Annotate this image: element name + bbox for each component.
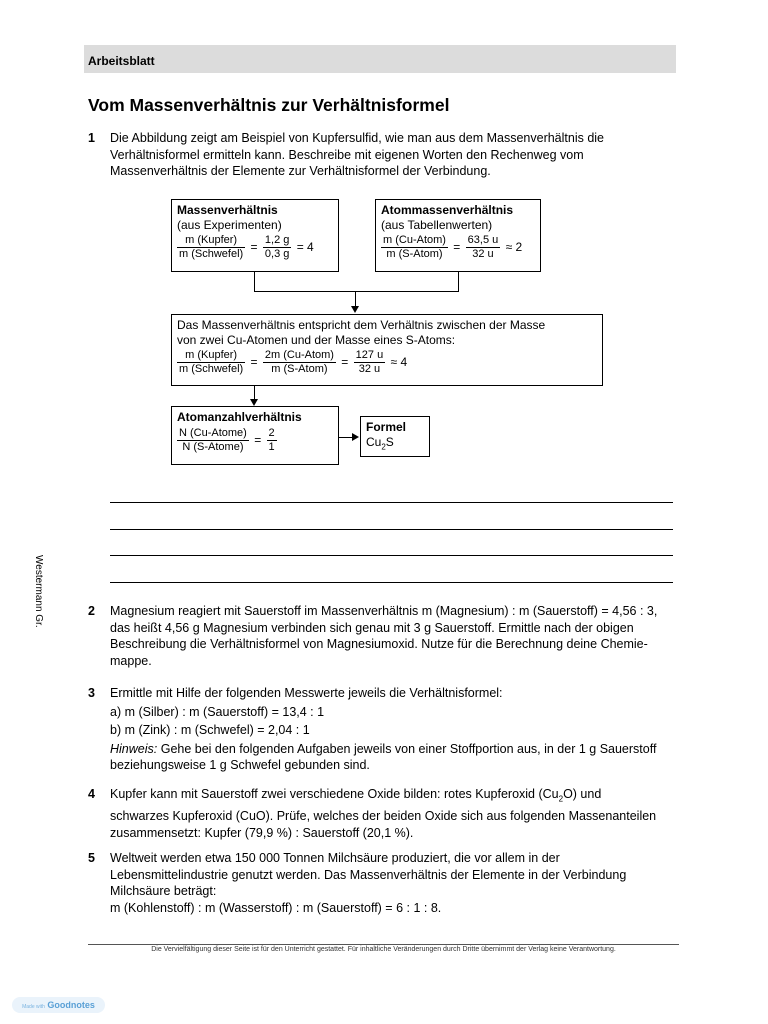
fraction-denominator: N (S-Atome): [182, 441, 244, 453]
task-3-item-a: a) m (Silber) : m (Sauerstoff) = 13,4 : 1: [110, 704, 325, 719]
equals-sign: =: [250, 355, 258, 369]
task-2-line: Magnesium reagiert mit Sauerstoff im Massenverhältnis m (Magnesium) : m (Sauerstoff) = 4,56 : 3,: [110, 604, 658, 618]
atom-count-ratio-heading: Atomanzahlverhältnis: [177, 410, 302, 424]
mass-ratio-heading: Massenverhältnis: [177, 203, 278, 217]
result: ≈ 4: [390, 355, 408, 369]
task-5-number: 5: [88, 851, 95, 865]
badge-name: Goodnotes: [47, 1000, 95, 1010]
formula-part: S: [385, 435, 394, 449]
fraction: [177, 234, 245, 261]
formula-subscript: 2: [381, 442, 386, 452]
connector-line: [254, 291, 459, 292]
task-4-number: 4: [88, 787, 95, 801]
fraction: [177, 349, 245, 376]
fraction: [267, 427, 277, 454]
task-4-text-part: Kupfer kann mit Sauerstoff zwei verschiedene Oxide bilden: rotes Kupferoxid (Cu: [110, 787, 559, 801]
connector-line: [254, 386, 255, 399]
task-3-text: [110, 685, 680, 774]
mass-to-atoms-line: von zwei Cu-Atomen und der Masse eines S-Atoms:: [177, 333, 456, 347]
arrow-down-icon: [351, 306, 359, 313]
fraction-numerator: N (Cu-Atome): [179, 427, 247, 439]
fraction-denominator: 32 u: [472, 248, 494, 260]
task-2-text: [110, 603, 680, 669]
arrow-right-icon: [352, 433, 359, 441]
mass-ratio-equation: [177, 234, 333, 261]
mass-to-atoms-line: Das Massenverhältnis entspricht dem Verhältnis zwischen der Masse: [177, 318, 546, 332]
task-4-line: schwarzes Kupferoxid (CuO). Prüfe, welches der beiden Oxide sich aus folgenden Massenanteilen: [110, 809, 657, 823]
fraction-numerator: m (Cu-Atom): [383, 234, 446, 246]
fraction-denominator: m (Schwefel): [179, 363, 244, 375]
formula-box: [360, 416, 430, 457]
task-1-text: [110, 130, 680, 180]
atom-mass-ratio-heading: Atommassenverhältnis: [381, 203, 514, 217]
task-3-intro: Ermittle mit Hilfe der folgenden Messwerte jeweils die Verhältnisformel:: [110, 686, 503, 700]
task-1-line: Massenverhältnis der Elemente zur Verhältnisformel der Verbindung.: [110, 164, 491, 178]
task-4-text-part: O) und: [563, 787, 602, 801]
page-title: Vom Massenverhältnis zur Verhältnisformel: [88, 95, 450, 115]
fraction: [354, 349, 386, 376]
task-1-line: Verhältnisformel ermitteln kann. Beschreibe mit eigenen Worten den Rechenweg vom: [110, 147, 584, 162]
fraction-denominator: m (S-Atom): [386, 248, 443, 260]
result: = 4: [296, 240, 314, 254]
task-3-hint-text: Gehe bei den folgenden Aufgaben jeweils von einer Stoffportion aus, in der 1 g Sauerstoff: [157, 741, 657, 756]
fraction-numerator: 2: [268, 427, 275, 439]
connector-line: [254, 272, 255, 291]
connector-line: [339, 437, 353, 438]
footer-divider: [88, 944, 679, 945]
task-3-hint: [110, 741, 680, 758]
result: ≈ 2: [505, 240, 523, 254]
badge-small-text: Made with: [22, 1004, 45, 1010]
task-2-line: Beschreibung die Verhältnisformel von Magnesiumoxid. Nutze für die Berechnung deine Chemie-: [110, 637, 648, 651]
header-bar: [84, 45, 676, 73]
task-2-number: 2: [88, 604, 95, 618]
equals-sign: =: [341, 355, 349, 369]
answer-line[interactable]: [110, 502, 673, 503]
mass-to-atoms-box: [171, 314, 603, 386]
task-4-line: zusammensetzt: Kupfer (79,9 %) : Sauerstoff (20,1 %).: [110, 825, 414, 840]
task-1-number: 1: [88, 131, 95, 145]
connector-line: [355, 291, 356, 306]
task-4-line: [110, 786, 680, 808]
arrow-down-icon: [250, 399, 258, 406]
task-4-subscript: 2: [558, 794, 564, 804]
atom-mass-ratio-box: [375, 199, 541, 272]
answer-line[interactable]: [110, 582, 673, 583]
equals-sign: =: [453, 240, 461, 254]
fraction-denominator: m (Schwefel): [179, 248, 244, 260]
task-3-hint-line: beziehungsweise 1 g Schwefel gebunden sind.: [110, 758, 370, 772]
task-5-line: Milchsäure beträgt:: [110, 884, 217, 898]
formula-heading: Formel: [366, 420, 407, 434]
connector-line: [458, 272, 459, 291]
atom-mass-ratio-sub: (aus Tabellenwerten): [381, 218, 493, 232]
equals-sign: =: [250, 240, 258, 254]
fraction-denominator: 32 u: [358, 363, 381, 375]
fraction: [381, 234, 448, 261]
fraction-denominator: m (S-Atom): [271, 363, 328, 375]
fraction-denominator: 1: [268, 441, 275, 453]
fraction-numerator: 1,2 g: [264, 234, 290, 246]
task-3-item-b: b) m (Zink) : m (Schwefel) = 2,04 : 1: [110, 723, 310, 737]
mass-to-atoms-equation: [177, 349, 597, 376]
atom-count-ratio-box: [171, 406, 339, 465]
task-1-line: Die Abbildung zeigt am Beispiel von Kupfersulfid, wie man aus dem Massenverhältnis die: [110, 131, 605, 145]
fraction: [177, 427, 249, 454]
footer-notice: Die Vervielfältigung dieser Seite ist für den Unterricht gestattet. Für inhaltliche Veränderungen durch Dritte übernimmt der Verlag keine Verantwortung.: [151, 946, 616, 953]
task-4-text: [110, 786, 680, 841]
task-2-line: das heißt 4,56 g Magnesium verbinden sich genau mit 3 g Sauerstoff. Ermittle nach der obigen: [110, 620, 634, 635]
fraction-numerator: m (Kupfer): [177, 349, 245, 363]
mass-ratio-sub: (aus Experimenten): [177, 218, 282, 232]
task-5-line: Weltweit werden etwa 150 000 Tonnen Milchsäure produziert, die vor allem in der: [110, 851, 560, 865]
atom-mass-ratio-equation: [381, 234, 535, 261]
fraction-denominator: 0,3 g: [264, 248, 290, 260]
fraction: [466, 234, 501, 261]
header-label: Arbeitsblatt: [88, 54, 155, 68]
task-5-line: m (Kohlenstoff) : m (Wasserstoff) : m (Sauerstoff) = 6 : 1 : 8.: [110, 900, 442, 915]
answer-line[interactable]: [110, 555, 673, 556]
fraction-numerator: 63,5 u: [467, 234, 499, 246]
task-2-line: mappe.: [110, 653, 152, 668]
task-5-text: [110, 850, 680, 916]
equals-sign: =: [254, 433, 262, 447]
fraction-numerator: 2m (Cu-Atom): [264, 349, 334, 361]
fraction: [263, 349, 336, 376]
formula-value: [366, 435, 424, 454]
task-5-line: Lebensmittelindustrie genutzt werden. Das Massenverhältnis der Elemente in der Verbindung: [110, 867, 627, 882]
side-publisher-label: Westermann Gr.: [33, 555, 44, 628]
mass-ratio-box: [171, 199, 339, 272]
goodnotes-badge: [12, 997, 105, 1013]
fraction-numerator: 127 u: [355, 349, 384, 361]
fraction: [263, 234, 291, 261]
atom-count-ratio-equation: [177, 427, 333, 454]
task-3-hint-label: Hinweis:: [110, 741, 158, 756]
task-3-number: 3: [88, 686, 95, 700]
fraction-numerator: m (Kupfer): [177, 234, 245, 248]
formula-part: Cu: [366, 435, 382, 449]
answer-line[interactable]: [110, 529, 673, 530]
